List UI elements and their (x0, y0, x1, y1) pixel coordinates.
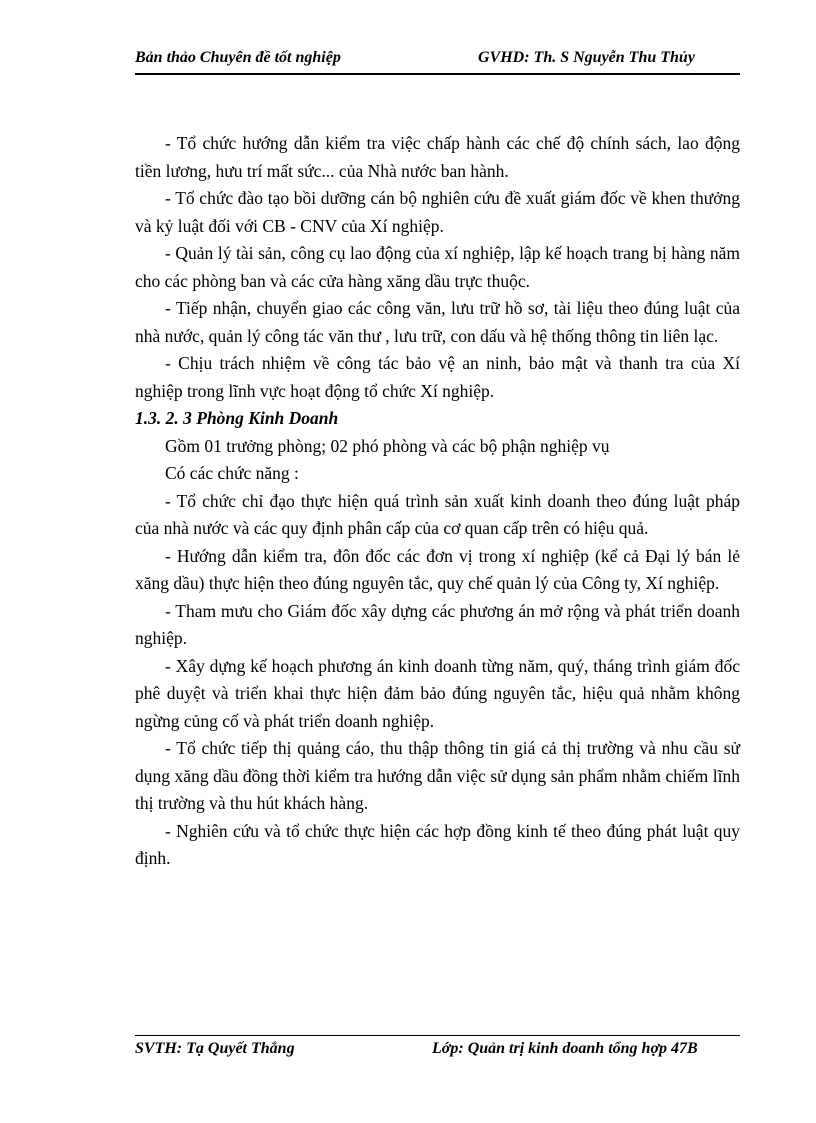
paragraph: - Tổ chức chỉ đạo thực hiện quá trình sản xuất kinh doanh theo đúng luật pháp của nhà nước và các quy định phân cấp của cơ quan cấp trên có hiệu quả. (135, 490, 740, 538)
paragraph: - Chịu trách nhiệm về công tác bảo vệ an ninh, bảo mật và thanh tra của Xí nghiệp trong lĩnh vực hoạt động tổ chức Xí nghiệp. (135, 353, 740, 401)
paragraph: - Tổ chức tiếp thị quảng cáo, thu thập thông tin giá cả thị trường và nhu cầu sử dụng xăng dầu đồng thời kiểm tra hướng dẫn việc sử dụng sản phẩm nhằm chiếm lĩnh thị trường và thu hút khách hàng. (135, 738, 740, 813)
section-heading: 1.3. 2. 3 Phòng Kinh Doanh (135, 408, 339, 428)
paragraph: - Hướng dẫn kiểm tra, đôn đốc các đơn vị trong xí nghiệp (kể cả Đại lý bán lẻ xăng dầu) thực hiện theo đúng nguyên tắc, quy chế quản lý của Công ty, Xí nghiệp. (135, 545, 740, 593)
footer-student: SVTH: Tạ Quyết Thắng (135, 1040, 295, 1057)
page-footer (135, 1035, 740, 1057)
paragraph: Có các chức năng : (165, 463, 299, 483)
paragraph: - Tiếp nhận, chuyển giao các công văn, lưu trữ hồ sơ, tài liệu theo đúng luật của nhà nước, quản lý công tác văn thư , lưu trữ, con dấu và hệ thống thông tin liên lạc. (135, 298, 740, 346)
paragraph: - Quản lý tài sản, công cụ lao động của xí nghiệp, lập kế hoạch trang bị hàng năm cho các phòng ban và các cửa hàng xăng dầu trực thuộc. (135, 243, 740, 291)
footer-class: Lớp: Quản trị kinh doanh tổng hợp 47B (432, 1040, 698, 1057)
paragraph: - Tổ chức đào tạo bồi dưỡng cán bộ nghiên cứu đề xuất giám đốc về khen thưởng và kỷ luật đối với CB - CNV của Xí nghiệp. (135, 188, 740, 236)
paragraph: - Tham mưu cho Giám đốc xây dựng các phương án mở rộng và phát triển doanh nghiệp. (135, 600, 740, 648)
paragraph: Gồm 01 trưởng phòng; 02 phó phòng và các bộ phận nghiệp vụ (165, 435, 610, 456)
header-advisor: GVHD: Th. S Nguyễn Thu Thủy (478, 49, 695, 66)
paragraph: - Nghiên cứu và tổ chức thực hiện các hợp đồng kinh tế theo đúng phát luật quy định. (135, 820, 740, 868)
header-document-title: Bản thảo Chuyên đề tốt nghiệp (135, 49, 341, 66)
paragraph: - Tổ chức hướng dẫn kiểm tra việc chấp hành các chế độ chính sách, lao động tiền lương, hưu trí mất sức... của Nhà nước ban hành. (135, 133, 740, 181)
document-body (135, 130, 740, 873)
paragraph: - Xây dựng kế hoạch phương án kinh doanh từng năm, quý, tháng trình giám đốc phê duyệt và triển khai thực hiện đảm bảo đúng nguyên tắc, hiệu quả nhằm không ngừng củng cố và phát triển doanh nghiệp. (135, 655, 740, 731)
page-header (135, 47, 740, 75)
